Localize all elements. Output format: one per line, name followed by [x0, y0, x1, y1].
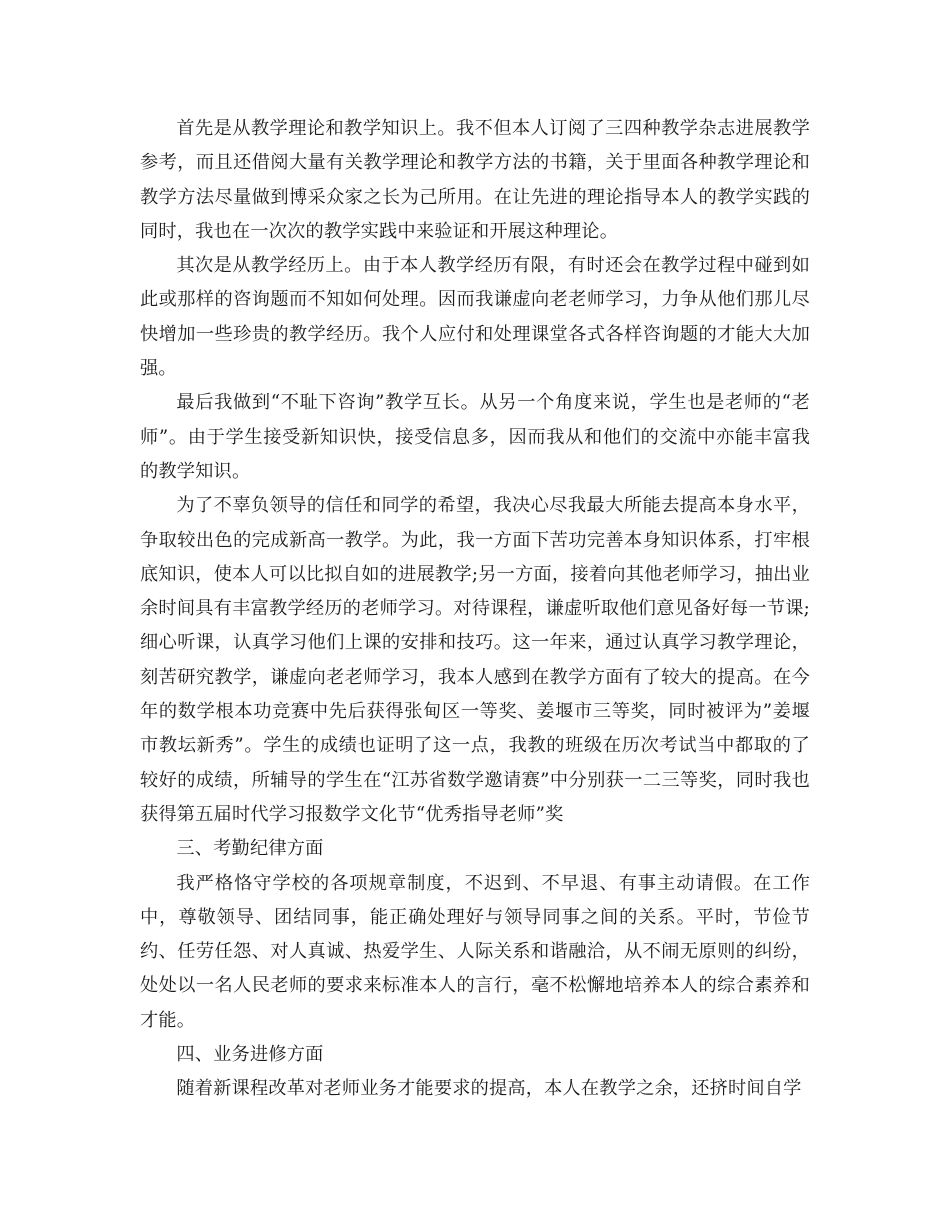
document-page: [140, 112, 810, 1107]
paragraph-learning-from-students: 最后我做到“不耻下咨询”教学互长。从另一个角度来说，学生也是老师的“老师”。由于学生接受新知识快，接受信息多，因而我从和他们的交流中亦能丰富我的教学知识。: [140, 392, 810, 482]
paragraph-achievements: 为了不辜负领导的信任和同学的希望，我决心尽我最大所能去提高本身水平，争取较出色的完成新高一教学。为此，我一方面下苦功完善本身知识体系，打牢根底知识，使本人可以比拟自如的进展教学;另一方面，接着向其他老师学习，抽出业余时间具有丰富教学经历的老师学习。对待课程，谦虚听取他们意见备好每一节课;细心听课，认真学习他们上课的安排和技巧。这一年来，通过认真学习教学理论，刻苦研究教学，谦虚向老老师学习，我本人感到在教学方面有了较大的提高。在今年的数学根本功竞赛中先后获得张甸区一等奖、姜堰市三等奖，同时被评为”姜堰市教坛新秀”。学生的成绩也证明了这一点，我教的班级在历次考试当中都取的了较好的成绩，所辅导的学生在“江苏省数学邀请赛”中分别获一二三等奖，同时我也获得第五届时代学习报数学文化节“优秀指导老师”奖: [140, 495, 810, 825]
section-heading-attendance: 三、考勤纪律方面: [176, 838, 324, 860]
section-heading-professional-study: 四、业务进修方面: [176, 1044, 324, 1066]
paragraph-professional-study: 随着新课程改革对老师业务才能要求的提高，本人在教学之余，还挤时间自学: [176, 1078, 802, 1100]
paragraph-teaching-experience: 其次是从教学经历上。由于本人教学经历有限，有时还会在教学过程中碰到如此或那样的咨询题而不知如何处理。因而我谦虚向老老师学习，力争从他们那儿尽快增加一些珍贵的教学经历。我个人应付和处理课堂各式各样咨询题的才能大大加强。: [140, 255, 810, 380]
paragraph-teaching-theory: 首先是从教学理论和教学知识上。我不但本人订阅了三四种教学杂志进展教学参考，而且还借阅大量有关教学理论和教学方法的书籍，关于里面各种教学理论和教学方法尽量做到博采众家之长为己所用。在让先进的理论指导本人的教学实践的同时，我也在一次次的教学实践中来验证和开展这种理论。: [140, 118, 810, 242]
paragraph-attendance: 我严格恪守学校的各项规章制度，不迟到、不早退、有事主动请假。在工作中，尊敬领导、团结同事，能正确处理好与领导同事之间的关系。平时，节俭节约、任劳任怨、对人真诚、热爱学生、人际关系和谐融洽，从不闹无原则的纠纷，处处以一名人民老师的要求来标准本人的言行，毫不松懈地培养本人的综合素养和才能。: [140, 872, 810, 1031]
